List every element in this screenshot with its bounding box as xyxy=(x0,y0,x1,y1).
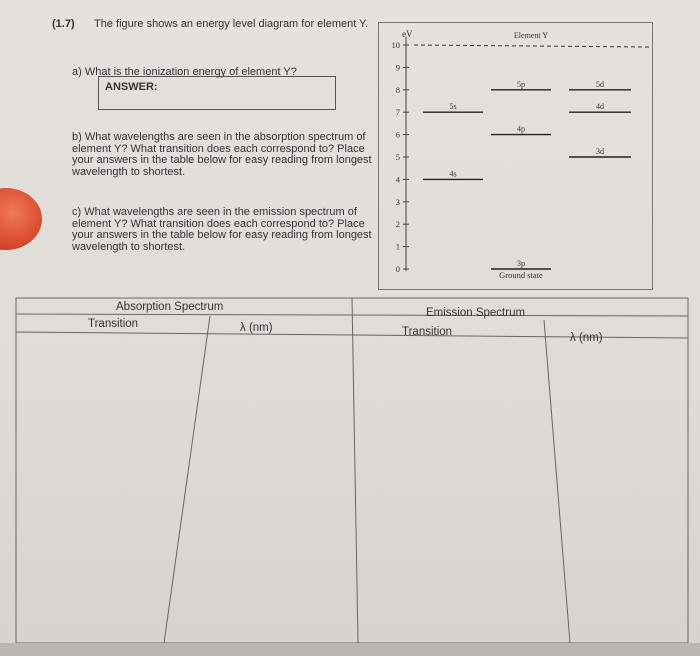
emission-wavelength-header: λ (nm) xyxy=(570,332,603,344)
energy-level-label-4p: 4p xyxy=(517,124,525,134)
unit-label: eV xyxy=(402,29,413,39)
question-part-c: c) What wavelengths are seen in the emission spectrum of element Y? What transition does each correspond to? Place your answers in the table below for easy reading from longest wavelength to shortest. xyxy=(72,206,372,253)
table-grid xyxy=(14,296,700,643)
energy-level-label-3d: 3d xyxy=(596,147,604,156)
question-part-a: a) What is the ionization energy of element Y? xyxy=(72,66,297,78)
spectrum-table xyxy=(14,296,700,656)
energy-level-label-5s: 5s xyxy=(449,102,457,112)
energy-level-label-5d: 5d xyxy=(596,79,604,89)
axis-tick-label: 6 xyxy=(395,129,400,140)
energy-level-label-5p: 5p xyxy=(517,79,525,89)
absorption-wavelength-header: λ (nm) xyxy=(240,322,273,334)
finger xyxy=(0,188,42,250)
question-intro: The figure shows an energy level diagram for element Y. xyxy=(94,18,369,30)
axis-tick-label: 2 xyxy=(395,219,400,230)
axis-tick-label: 10 xyxy=(391,40,400,50)
question-part-b: b) What wavelengths are seen in the absorption spectrum of element Y? What transition does each correspond to? Place your answers in the table below for easy reading from longest wavelength to shortest. xyxy=(72,131,372,178)
emission-title: Emission Spectrum xyxy=(426,307,526,319)
ionization-line xyxy=(414,45,649,47)
ground-state-label: Ground state xyxy=(499,270,543,280)
axis-tick-label: 4 xyxy=(395,174,400,185)
absorption-transition-header: Transition xyxy=(88,318,139,330)
axis-tick-label: 7 xyxy=(395,107,400,118)
absorption-title: Absorption Spectrum xyxy=(116,301,224,313)
axis-tick-label: 9 xyxy=(395,62,400,73)
energy-level-svg xyxy=(379,23,654,291)
energy-level-label-4d: 4d xyxy=(596,102,604,112)
answer-label: ANSWER: xyxy=(105,81,158,93)
answer-box[interactable] xyxy=(98,76,336,110)
axis-tick-label: 3 xyxy=(395,196,400,207)
element-label: Element Y xyxy=(513,31,549,40)
energy-level-label-4s: 4s xyxy=(449,169,457,179)
axis-tick-label: 8 xyxy=(395,84,400,95)
emission-transition-header: Transition xyxy=(402,326,453,338)
axis-tick-label: 0 xyxy=(395,264,400,274)
question-number: (1.7) xyxy=(52,18,75,30)
axis-tick-label: 5 xyxy=(395,152,400,162)
axis-tick-label: 1 xyxy=(395,241,400,252)
energy-level-label-3p: 3p xyxy=(517,259,525,268)
energy-level-diagram xyxy=(378,22,653,290)
question-block xyxy=(52,10,384,278)
